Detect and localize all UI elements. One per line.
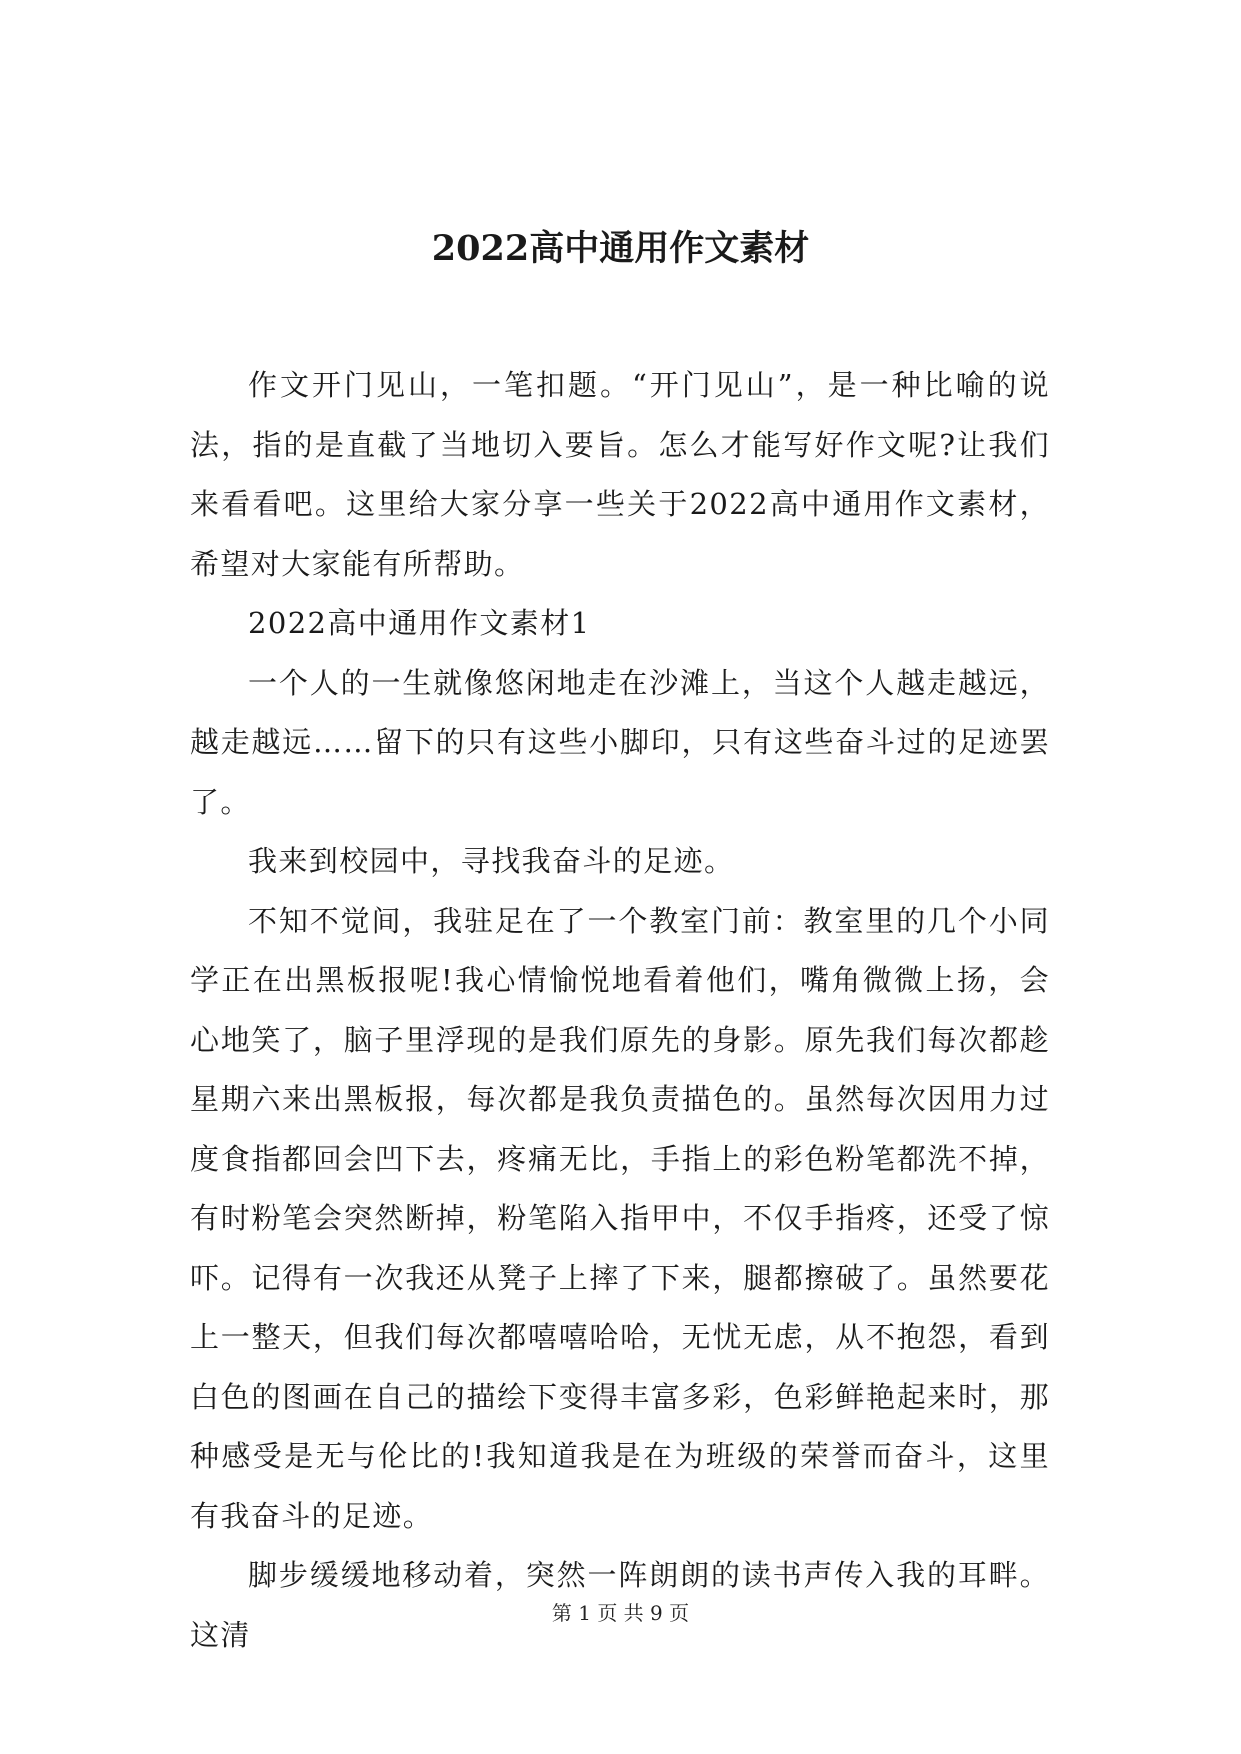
body-paragraph: 不知不觉间，我驻足在了一个教室门前：教室里的几个小同学正在出黑板报呢!我心情愉悦地看着他们，嘴角微微上扬，会心地笑了，脑子里浮现的是我们原先的身影。原先我们每次都趁星期六来出黑板报，每次都是我负责描色的。虽然每次因用力过度食指都回会凹下去，疼痛无比，手指上的彩色粉笔都洗不掉，有时粉笔会突然断掉，粉笔陷入指甲中，不仅手指疼，还受了惊吓。记得有一次我还从凳子上摔了下来，腿都擦破了。虽然要花上一整天，但我们每次都嘻嘻哈哈，无忧无虑，从不抱怨，看到白色的图画在自己的描绘下变得丰富多彩，色彩鲜艳起来时，那种感受是无与伦比的!我知道我是在为班级的荣誉而奋斗，这里有我奋斗的足迹。 bbox=[190, 903, 1050, 1533]
body-paragraph: 我来到校园中，寻找我奋斗的足迹。 bbox=[248, 844, 735, 878]
page-footer: 第 1 页 共 9 页 bbox=[551, 1601, 690, 1625]
section-heading: 2022高中通用作文素材1 bbox=[248, 606, 591, 640]
body-paragraph: 脚步缓缓地移动着，突然一阵朗朗的读书声传入我的耳畔。这清 bbox=[190, 1558, 1050, 1652]
document-title: 2022高中通用作文素材 bbox=[431, 228, 810, 269]
intro-paragraph: 作文开门见山，一笔扣题。“开门见山”，是一种比喻的说法，指的是直截了当地切入要旨。怎么才能写好作文呢?让我们来看看吧。这里给大家分享一些关于2022高中通用作文素材，希望对大家能有所帮助。 bbox=[190, 368, 1050, 581]
document-body bbox=[190, 356, 1050, 1665]
body-paragraph: 一个人的一生就像悠闲地走在沙滩上，当这个人越走越远，越走越远……留下的只有这些小脚印，只有这些奋斗过的足迹罢了。 bbox=[190, 665, 1050, 819]
